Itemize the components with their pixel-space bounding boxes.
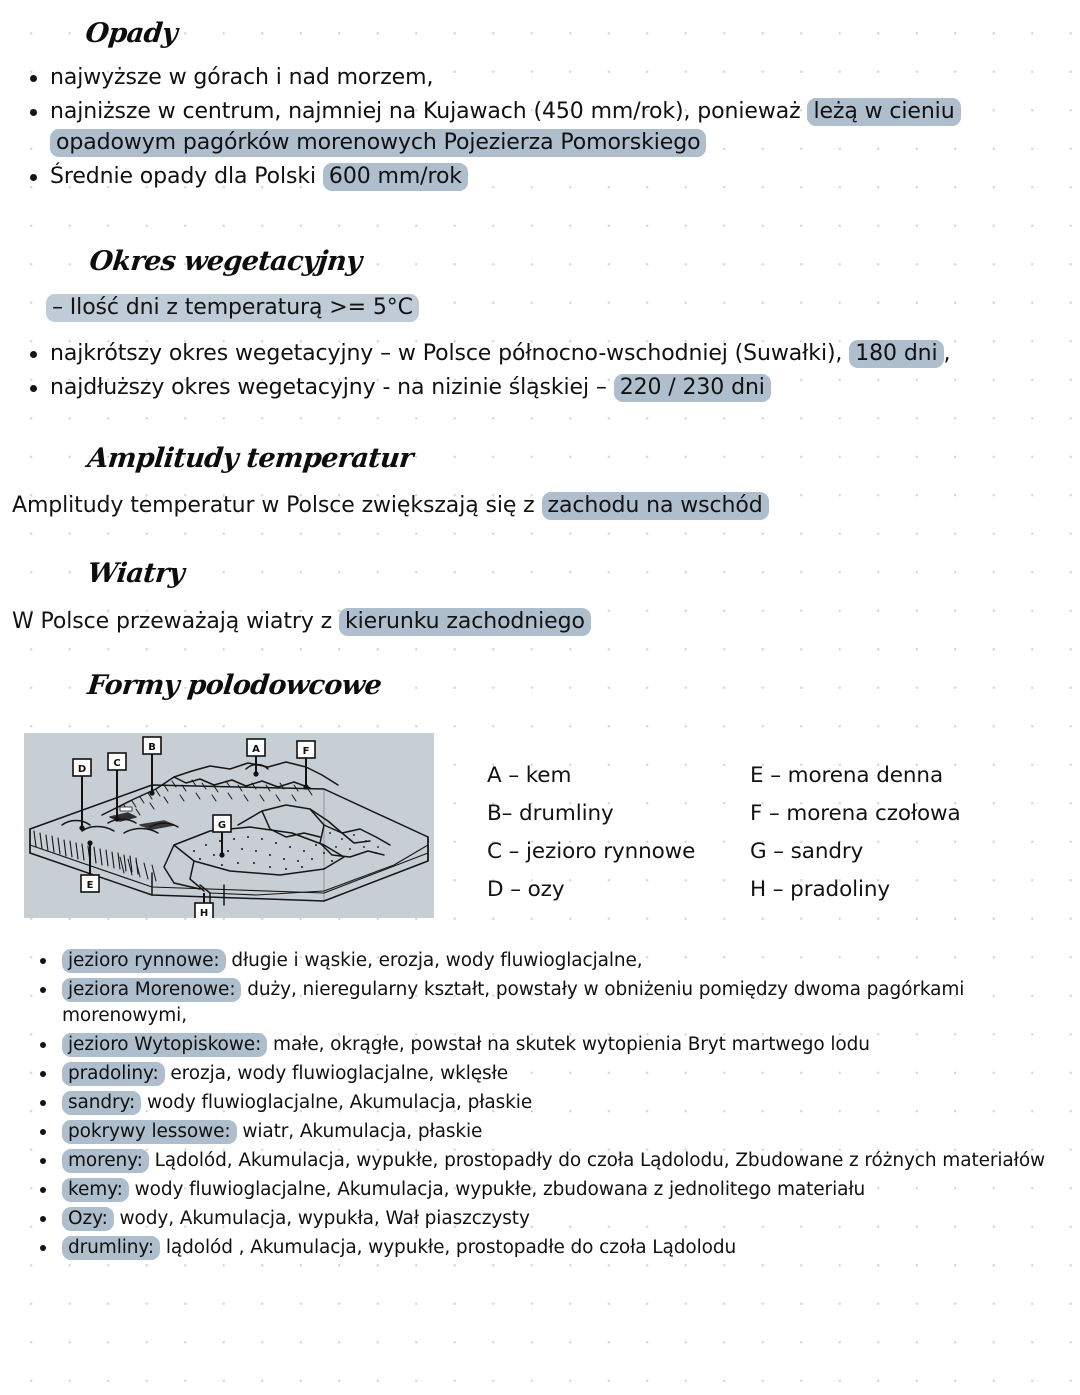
paragraph xyxy=(12,606,591,637)
bullet-text: Średnie opady dla Polski xyxy=(50,164,323,189)
highlight-text: kierunku zachodniego xyxy=(339,608,591,636)
bullet-list xyxy=(0,338,1060,403)
highlight-text: zachodu na wschód xyxy=(542,492,769,520)
paragraph-text: W Polsce przeważają wiatry z xyxy=(12,609,339,634)
list-item xyxy=(0,1032,1060,1058)
heading-text: Amplitudy temperatur xyxy=(86,443,415,474)
list-item xyxy=(0,1061,1060,1087)
term-highlight: pradoliny: xyxy=(62,1062,165,1086)
svg-text:D: D xyxy=(77,764,87,775)
glacial-forms-definition-list xyxy=(0,948,1060,1264)
heading-text: Opady xyxy=(84,18,179,49)
diagram-label-A xyxy=(247,739,265,777)
section-heading-formy-polodowcowe xyxy=(86,670,383,701)
legend-item: H – pradoliny xyxy=(750,877,891,902)
section-opady-list xyxy=(0,62,1055,195)
section-heading-amplitudy xyxy=(86,443,415,474)
highlight-text: 220 / 230 dni xyxy=(614,374,771,402)
svg-text:C: C xyxy=(113,758,121,769)
list-item xyxy=(0,372,1060,403)
definition-text: wody fluwioglacjalne, Akumulacja, płaskie xyxy=(141,1092,533,1113)
bullet-text: najniższe w centrum, najmniej na Kujawach (450 mm/rok), ponieważ xyxy=(50,99,808,124)
svg-text:F: F xyxy=(302,746,310,757)
term-highlight: pokrywy lessowe: xyxy=(62,1120,237,1144)
highlight-text: leżą w cieniu opadowym pagórków morenowych Pojezierza Pomorskiego xyxy=(50,98,961,157)
highlight-text: 600 mm/rok xyxy=(323,163,468,191)
paragraph xyxy=(12,490,769,521)
list-item xyxy=(0,1235,1060,1261)
section-heading-opady xyxy=(84,18,179,49)
term-highlight: jeziora Morenowe: xyxy=(62,978,241,1002)
glacial-landforms-diagram xyxy=(24,733,434,918)
section-okres-list xyxy=(0,338,1060,406)
list-item xyxy=(0,62,1055,93)
svg-text:G: G xyxy=(217,820,227,831)
legend-column-right xyxy=(750,757,961,909)
definition-text: erozja, wody fluwioglacjalne, wklęsłe xyxy=(164,1063,509,1084)
section-okres-subtitle xyxy=(46,292,419,323)
list-item xyxy=(0,977,1060,1029)
definition-text: małe, okrągłe, powstał na skutek wytopienia Bryt martwego lodu xyxy=(267,1034,870,1055)
list-item xyxy=(0,1148,1060,1174)
bullet-list xyxy=(0,62,1055,192)
heading-text: Wiatry xyxy=(86,558,186,589)
section-heading-okres-wegetacyjny xyxy=(88,246,363,277)
definition-text: lądolód , Akumulacja, wypukłe, prostopadłe do czoła Lądolodu xyxy=(160,1237,737,1258)
legend-column-left xyxy=(487,757,750,909)
legend-item: C – jezioro rynnowe xyxy=(487,839,696,864)
term-highlight: kemy: xyxy=(62,1178,129,1202)
svg-text:E: E xyxy=(86,880,94,891)
section-amplitudy-body xyxy=(12,490,769,521)
svg-text:A: A xyxy=(252,744,260,755)
definition-text: Lądolód, Akumulacja, wypukłe, prostopadły do czoła Lądolodu, Zbudowane z różnych materiałów xyxy=(148,1150,1046,1171)
definition-text: długie i wąskie, erozja, wody fluwioglacjalne, xyxy=(225,950,643,971)
svg-text:B: B xyxy=(148,742,156,753)
list-item xyxy=(0,161,1055,192)
section-wiatry-body xyxy=(12,606,591,637)
list-item xyxy=(0,338,1060,369)
term-highlight: jezioro Wytopiskowe: xyxy=(62,1033,267,1057)
term-highlight: moreny: xyxy=(62,1149,149,1173)
svg-text:H: H xyxy=(199,908,209,918)
legend-item: A – kem xyxy=(487,763,572,788)
definition-text: duży, nieregularny kształt, powstały w obniżeniu pomiędzy dwoma pagórkami morenowymi, xyxy=(62,979,965,1026)
bullet-text: najkrótszy okres wegetacyjny – w Polsce północno-wschodniej (Suwałki), xyxy=(50,341,850,366)
list-item xyxy=(0,1090,1060,1116)
list-item xyxy=(0,948,1060,974)
term-highlight: jezioro rynnowe: xyxy=(62,949,226,973)
subtitle-highlight: – Ilość dni z temperaturą >= 5°C xyxy=(46,294,419,322)
term-highlight: drumliny: xyxy=(62,1236,160,1260)
list-item xyxy=(0,96,1055,158)
heading-text: Formy polodowcowe xyxy=(86,670,383,701)
legend-item: G – sandry xyxy=(750,839,864,864)
definition-text: wody fluwioglacjalne, Akumulacja, wypukłe, zbudowana z jednolitego materiału xyxy=(128,1179,866,1200)
bullet-text-tail: , xyxy=(943,341,951,366)
list-item xyxy=(0,1119,1060,1145)
bullet-list xyxy=(0,948,1060,1261)
section-heading-wiatry xyxy=(86,558,186,589)
paragraph-text: Amplitudy temperatur w Polsce zwiększają się z xyxy=(12,493,542,518)
legend-item: D – ozy xyxy=(487,877,565,902)
diagram-legend xyxy=(487,757,1047,909)
legend-item: B– drumliny xyxy=(487,801,614,826)
definition-text: wiatr, Akumulacja, płaskie xyxy=(236,1121,483,1142)
list-item xyxy=(0,1206,1060,1232)
bullet-text: najdłuższy okres wegetacyjny - na nizinie śląskiej – xyxy=(50,375,614,400)
bullet-text: najwyższe w górach i nad morzem, xyxy=(50,65,434,90)
highlight-text: 180 dni xyxy=(849,340,943,368)
list-item xyxy=(0,1177,1060,1203)
heading-text: Okres wegetacyjny xyxy=(88,246,363,277)
term-highlight: sandry: xyxy=(62,1091,141,1115)
legend-item: F – morena czołowa xyxy=(750,801,961,826)
term-highlight: Ozy: xyxy=(62,1207,114,1231)
definition-text: wody, Akumulacja, wypukła, Wał piaszczysty xyxy=(113,1208,530,1229)
legend-item: E – morena denna xyxy=(750,763,944,788)
